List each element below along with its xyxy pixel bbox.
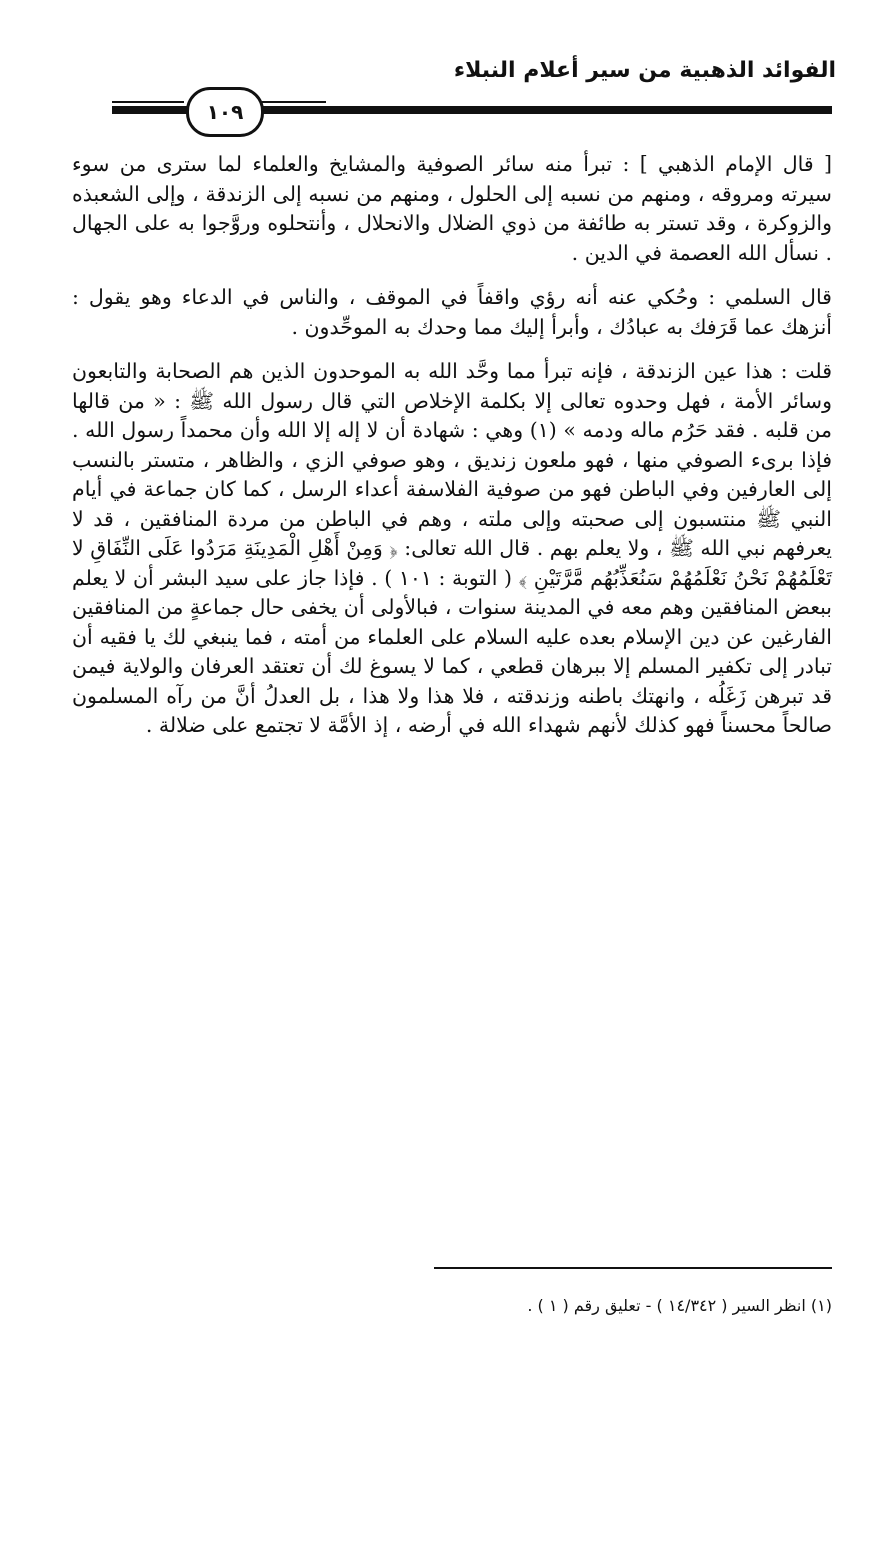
footnote: (١) انظر السير ( ١٤/٣٤٢ ) - تعليق رقم ( ١ ) .: [527, 1296, 832, 1315]
paragraph-sulami-report: قال السلمي : وحُكي عنه أنه رؤي واقفاً في الموقف ، والناس في الدعاء وهو يقول : أنزهك عما قَرَفك به عبادُك ، وأبرأ إليك مما وحدك به الموحِّدون .: [72, 285, 832, 339]
paragraph-commentary: قلت : هذا عين الزندقة ، فإنه تبرأ مما وحَّد الله به الموحدون الذين هم الصحابة والتابعون وسائر الأمة ، فهل وحدوه تعالى إلا بكلمة الإخلاص التي قال رسول الله ﷺ : « من قالها من قلبه . فقد حَرُم ماله ودمه » (١) وهي : شهادة أن لا إله إلا الله وأن محمداً رسول الله . فإذا برىء الصوفي منها ، فهو ملعون زنديق ، وهو صوفي الزي ، والظاهر ، متستر بالنسب إلى العارفين وفي الباطن فهو من صوفية الفلاسفة أعداء الرسل ، كما كان جماعة في أيام النبي ﷺ منتسبون إلى صحبته وإلى ملته ، وهم في الباطن من مردة المنافقين ، قد لا يعرفهم نبي الله ﷺ ، ولا يعلم بهم . قال الله تعالى: ﴿ وَمِنْ أَهْلِ الْمَدِينَةِ مَرَدُوا عَلَى النِّفَاقِ لا تَعْلَمُهُمْ نَحْنُ نَعْلَمُهُمْ سَنُعَذِّبُهُم مَّرَّتَيْنِ ﴾ ( التوبة : ١٠١ ) . فإذا جاز على سيد البشر أن لا يعلم ببعض المنافقين وهم معه في المدينة سنوات ، فبالأولى أن يخفى حال جماعةٍ من المنافقين الفارغين عن دين الإسلام بعده عليه السلام على العلماء من أمته ، فما ينبغي لك يا فقيه أن تبادر إلى تكفير المسلم إلا ببرهان قطعي ، كما لا يسوغ لك أن تعتقد العرفان والولاية فيمن قد تبرهن زَغَلُه ، وانهتك باطنه وزندقته ، فلا هذا ولا هذا ، بل العدلُ أنَّ من رآه المسلمون صالحاً محسناً فهو كذلك لأنهم شهداء الله في أرضه ، إذ الأمَّة لا تجتمع على ضلالة .: [72, 359, 832, 737]
page-number: ١٠٩: [206, 100, 244, 124]
page-number-badge: [186, 87, 264, 137]
header-thin-rule-left: [112, 101, 184, 103]
footnote-separator: [434, 1267, 832, 1269]
paragraph-dhahabi-quote: [ قال الإمام الذهبي ] : تبرأ منه سائر الصوفية والمشايخ والعلماء لما سترى من سوء سيرته ومروقه ، ومنهم من نسبه إلى الحلول ، ومنهم من نسبه إلى الزندقة ، وإلى الشعبذه والزوكرة ، وقد تستر به طائفة من ذوي الضلال والانحلال ، وأنتحلوه وروَّجوا به على الجهال . نسأل الله العصمة في الدين .: [72, 152, 832, 265]
running-title: الفوائد الذهبية من سير أعلام النبلاء: [453, 58, 836, 83]
header-thin-rule-right: [262, 101, 326, 103]
body-text: [72, 150, 832, 756]
